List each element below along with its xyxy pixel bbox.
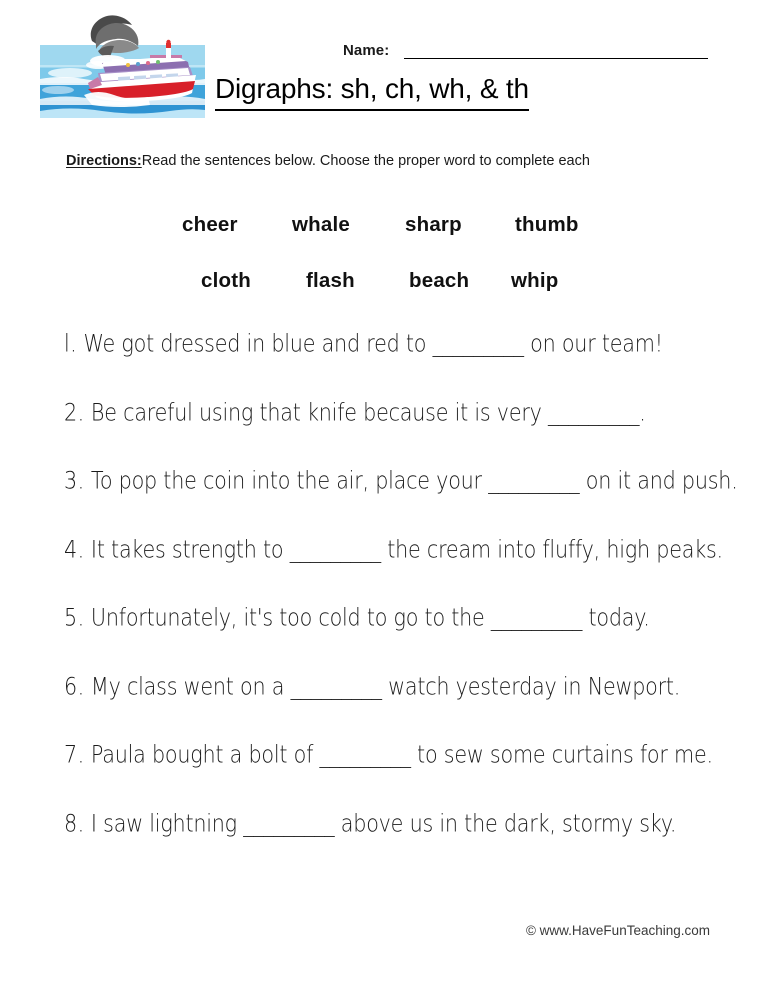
word-bank-word[interactable]: beach	[409, 269, 470, 292]
question-item	[0, 467, 768, 536]
question-number: l.	[64, 330, 78, 359]
question-number: 3.	[64, 467, 85, 496]
whale-and-boat-clipart-image	[40, 45, 205, 118]
question-body: My class went on a _________ watch yesterday in Newport.	[84, 673, 681, 701]
question-item	[0, 604, 768, 673]
word-bank-word[interactable]: sharp	[405, 213, 462, 236]
question-number: 2.	[64, 399, 85, 427]
question-text	[64, 329, 663, 362]
directions-label: Directions:	[66, 153, 142, 169]
directions	[66, 151, 590, 171]
word-bank-word[interactable]: cloth	[201, 269, 251, 292]
question-text	[64, 740, 713, 773]
name-field-row	[343, 42, 708, 64]
question-body: It takes strength to _________ the cream into fluffy, high peaks.	[84, 536, 723, 564]
question-number: 7.	[64, 741, 85, 770]
word-bank-row	[0, 262, 768, 318]
question-text	[64, 534, 723, 567]
question-item	[0, 399, 768, 468]
word-bank-word[interactable]: whip	[511, 269, 559, 292]
word-bank-word[interactable]: whale	[292, 213, 350, 236]
question-list	[0, 330, 768, 878]
directions-text: Read the sentences below. Choose the proper word to complete each	[141, 153, 590, 169]
page-header	[0, 0, 768, 140]
word-bank	[0, 206, 768, 318]
question-body: Unfortunately, it's too cold to go to the _________ today.	[84, 604, 650, 633]
question-number: 6.	[64, 673, 85, 701]
question-body: Be careful using that knife because it is very _________.	[84, 399, 646, 427]
question-item	[0, 673, 768, 742]
question-text	[64, 466, 738, 499]
word-bank-word[interactable]: flash	[306, 269, 355, 292]
question-item	[0, 330, 768, 399]
page-title: Digraphs: sh, ch, wh, & th	[215, 72, 529, 111]
question-body: Paula bought a bolt of _________ to sew some curtains for me.	[84, 741, 713, 770]
question-number: 4.	[64, 536, 85, 564]
question-text	[64, 397, 646, 430]
footer-copyright[interactable]: © www.HaveFunTeaching.com	[525, 923, 710, 938]
question-body: We got dressed in blue and red to _________ on our team!	[77, 330, 663, 359]
name-input-line[interactable]	[404, 58, 708, 59]
question-item	[0, 536, 768, 605]
question-item	[0, 741, 768, 810]
question-item	[0, 810, 768, 879]
word-bank-word[interactable]: cheer	[182, 213, 238, 236]
name-label: Name:	[343, 42, 390, 59]
question-text	[64, 671, 680, 704]
question-number: 5.	[64, 604, 85, 633]
question-body: I saw lightning _________ above us in the dark, stormy sky.	[84, 810, 677, 838]
question-text	[64, 603, 650, 636]
question-text	[64, 808, 676, 841]
word-bank-row	[0, 206, 768, 262]
word-bank-word[interactable]: thumb	[515, 213, 579, 236]
question-body: To pop the coin into the air, place your _________ on it and push.	[84, 467, 738, 496]
question-number: 8.	[64, 810, 85, 838]
